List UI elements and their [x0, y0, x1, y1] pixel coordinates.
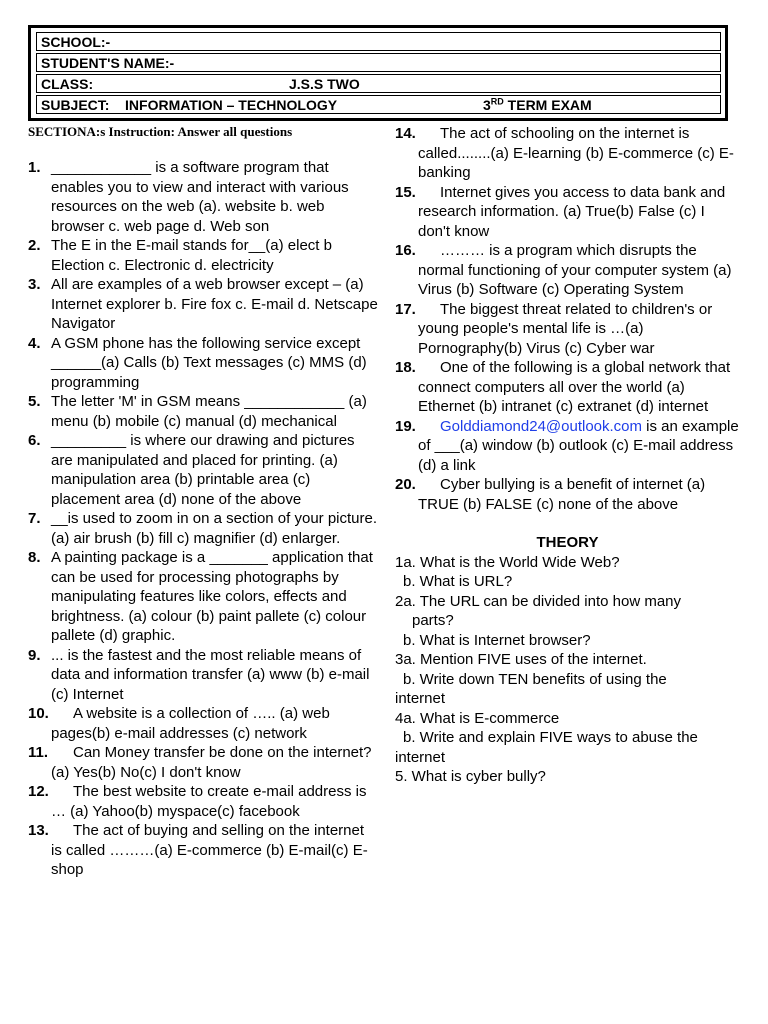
- question-number: 10.: [28, 705, 49, 722]
- question-text: ... is the fastest and the most reliable means of data and information transfer (a) www (b) e-mail (c) Internet: [51, 646, 370, 703]
- question-text: A website is a collection of ….. (a) web pages(b) e-mail addresses (c) network: [51, 705, 330, 742]
- school-label: SCHOOL:-: [41, 34, 111, 50]
- question-item: [28, 704, 378, 743]
- theory-question-line: b. Write down TEN benefits of using the: [403, 670, 667, 688]
- right-column: [395, 124, 740, 787]
- class-value: J.S.S TWO: [289, 76, 360, 92]
- question-text: The act of schooling on the internet is called........(a) E-learning (b) E-commerce (c) E-banking: [418, 125, 734, 181]
- objective-questions-left: [28, 158, 378, 880]
- question-text: ……… is a program which disrupts the normal functioning of your computer system (a) Virus (b) Software (c) Operating System: [418, 242, 732, 298]
- school-row: [36, 32, 721, 51]
- question-item: [395, 124, 740, 183]
- question-text: The E in the E-mail stands for__(a) elect b Election c. Electronic d. electricity: [51, 237, 332, 274]
- question-number: 9.: [28, 646, 41, 664]
- question-item: [28, 821, 378, 880]
- question-text: The letter 'M' in GSM means ____________ (a) menu (b) mobile (c) manual (d) mechanical: [51, 393, 367, 430]
- question-text: A GSM phone has the following service except ______(a) Calls (b) Text messages (c) MMS (d) programming: [51, 334, 367, 391]
- question-number: 15.: [395, 183, 416, 201]
- theory-question-line: 3a. Mention FIVE uses of the internet.: [395, 651, 647, 668]
- question-number: 4.: [28, 334, 41, 352]
- question-number: 7.: [28, 510, 41, 527]
- question-item: [395, 183, 740, 242]
- question-item: [395, 300, 740, 359]
- question-text: _________ is where our drawing and pictures are manipulated and placed for printing. (a) manipulation area (b) printable area (c) placement area (d) none of the above: [51, 432, 355, 508]
- subject-label: SUBJECT: INFORMATION – TECHNOLOGY: [41, 97, 338, 113]
- theory-question-line: b. Write and explain FIVE ways to abuse the: [403, 729, 698, 746]
- question-text: The act of buying and selling on the internet is called ………(a) E-commerce (b) E-mail(c) E-shop: [51, 822, 368, 878]
- question-text: [418, 417, 740, 476]
- question-text: One of the following is a global network that connect computers all over the world (a) Ethernet (b) intranet (c) extranet (d) internet: [418, 359, 731, 415]
- question-item: [28, 431, 378, 509]
- question-text: A painting package is a _______ application that can be used for processing photographs by manipulating features like colors, effects and brightness. (a) colour (b) paint pallete (c) colour pallete (d) graphic.: [51, 549, 373, 644]
- student-name-label: STUDENT'S NAME:-: [41, 55, 175, 71]
- question-item: [28, 782, 378, 821]
- question-number: 8.: [28, 549, 41, 566]
- question-number: 12.: [28, 783, 49, 800]
- section-instruction: SECTIONA:s Instruction: Answer all questions: [28, 124, 293, 139]
- question-number: 16.: [395, 242, 416, 259]
- question-number: 19.: [395, 417, 416, 435]
- question-number: 13.: [28, 822, 49, 839]
- question-item: [395, 358, 740, 417]
- theory-question-line: 4a. What is E-commerce: [395, 709, 560, 727]
- question-number: 20.: [395, 476, 416, 493]
- question-item: [28, 236, 378, 275]
- objective-questions-right: [395, 124, 740, 514]
- exam-header: [28, 25, 728, 121]
- question-number: 1.: [28, 159, 41, 176]
- question-number: 5.: [28, 393, 41, 410]
- theory-question-line: parts?: [412, 612, 454, 629]
- theory-question-line: internet: [395, 690, 446, 707]
- question-text: All are examples of a web browser except – (a) Internet explorer b. Fire fox c. E-mail d. Netscape Navigator: [51, 276, 378, 332]
- question-text: Cyber bullying is a benefit of internet (a) TRUE (b) FALSE (c) none of the above: [418, 476, 706, 513]
- question-text: Can Money transfer be done on the internet? (a) Yes(b) No(c) I don't know: [51, 744, 372, 781]
- question-item: [28, 392, 378, 431]
- question-text: The best website to create e-mail address is … (a) Yahoo(b) myspace(c) facebook: [51, 783, 367, 820]
- question-item: [28, 334, 378, 393]
- class-row: [36, 74, 721, 93]
- question-item: [28, 158, 378, 236]
- question-number: 18.: [395, 359, 416, 376]
- question-text: ____________ is a software program that enables you to view and interact with various resources on the web (a). website b. web browser c. web page d. Web son: [51, 159, 349, 235]
- term-label: 3RD TERM EXAM: [483, 96, 592, 113]
- question-number: 2.: [28, 237, 41, 254]
- theory-question-line: 5. What is cyber bully?: [395, 768, 546, 785]
- question-text: Internet gives you access to data bank and research information. (a) True(b) False (c) I don't know: [418, 183, 726, 240]
- question-item: [28, 548, 378, 646]
- question-item: [395, 417, 740, 476]
- theory-question-line: 2a. The URL can be divided into how many: [395, 592, 682, 610]
- question-item: [28, 275, 378, 334]
- question-number: 11.: [28, 744, 49, 761]
- question-number: 6.: [28, 432, 41, 449]
- question-number: 17.: [395, 300, 416, 318]
- class-label: CLASS:: [41, 76, 94, 92]
- theory-questions: [395, 553, 740, 787]
- theory-question-line: b. What is Internet browser?: [403, 631, 591, 649]
- question-number: 14.: [395, 125, 416, 142]
- theory-title: THEORY: [536, 534, 599, 551]
- question-text-rest: is an example of ___(a) window (b) outlook (c) E-mail address (d) a link: [418, 417, 739, 474]
- theory-question-line: 1a. What is the World Wide Web?: [395, 553, 620, 571]
- email-address-text: Golddiamond24@outlook.com: [440, 417, 643, 435]
- theory-question-line: internet: [395, 748, 446, 766]
- student-name-row: [36, 53, 721, 72]
- subject-row: [36, 95, 721, 114]
- question-item: [395, 475, 740, 514]
- left-column: [28, 124, 378, 880]
- question-text: __is used to zoom in on a section of your picture. (a) air brush (b) fill c) magnifier (d) enlarger.: [51, 510, 378, 547]
- theory-question-line: b. What is URL?: [403, 573, 513, 590]
- question-item: [395, 241, 740, 300]
- question-item: [28, 646, 378, 705]
- question-text: The biggest threat related to children's or young people's mental life is …(a) Pornography(b) Virus (c) Cyber war: [418, 300, 713, 357]
- question-number: 3.: [28, 276, 41, 293]
- question-item: [28, 509, 378, 548]
- question-item: [28, 743, 378, 782]
